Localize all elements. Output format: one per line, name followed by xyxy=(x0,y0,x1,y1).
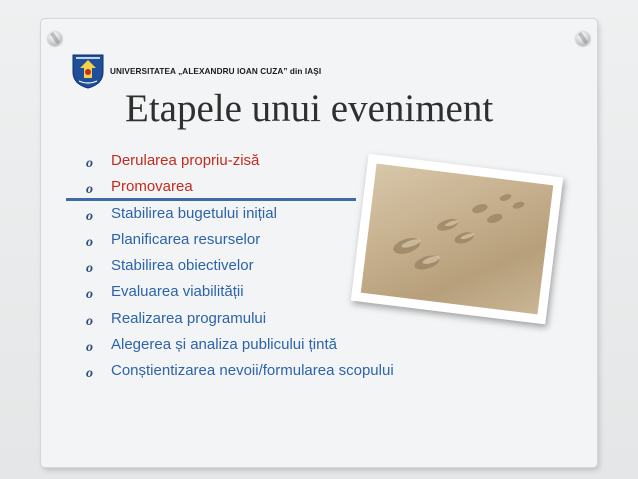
bullet-text: Evaluarea viabilității xyxy=(111,283,244,301)
title-underline xyxy=(66,198,356,201)
university-crest-icon xyxy=(70,52,106,90)
pushpin-icon xyxy=(576,31,590,45)
bullet-text: Stabilirea bugetului inițial xyxy=(111,204,277,222)
footprints-photo xyxy=(351,154,564,325)
bullet-icon: o xyxy=(86,156,93,171)
pushpin-icon xyxy=(48,31,62,45)
bullet-text: Conștientizarea nevoii/formularea scopului xyxy=(111,362,394,380)
bullet-icon: o xyxy=(86,234,93,250)
university-header xyxy=(70,52,321,90)
bullet-icon: o xyxy=(86,340,93,356)
bullet-text: Planificarea resurselor xyxy=(111,230,261,248)
bullet-text: Realizarea programului xyxy=(111,309,267,327)
bullet-icon: o xyxy=(86,261,93,277)
footprints-image xyxy=(361,164,554,315)
bullet-icon: o xyxy=(86,182,93,198)
footprints-drawing xyxy=(363,164,535,295)
bullet-icon: o xyxy=(86,208,93,224)
university-name: UNIVERSITATEA „ALEXANDRU IOAN CUZA” din IAŞI xyxy=(110,66,322,76)
bullet-text: Promovarea xyxy=(111,178,193,196)
bullet-text: Stabilirea obiectivelor xyxy=(111,257,254,275)
bullet-icon: o xyxy=(86,313,93,329)
bullet-icon: o xyxy=(86,287,93,303)
bullet-text: Derularea propriu-zisă xyxy=(111,152,260,169)
bullet-text: Alegerea și analiza publicului țintă xyxy=(111,336,337,354)
bullet-icon: o xyxy=(86,366,93,382)
slide-title: Etapele unui eveniment xyxy=(125,87,494,130)
